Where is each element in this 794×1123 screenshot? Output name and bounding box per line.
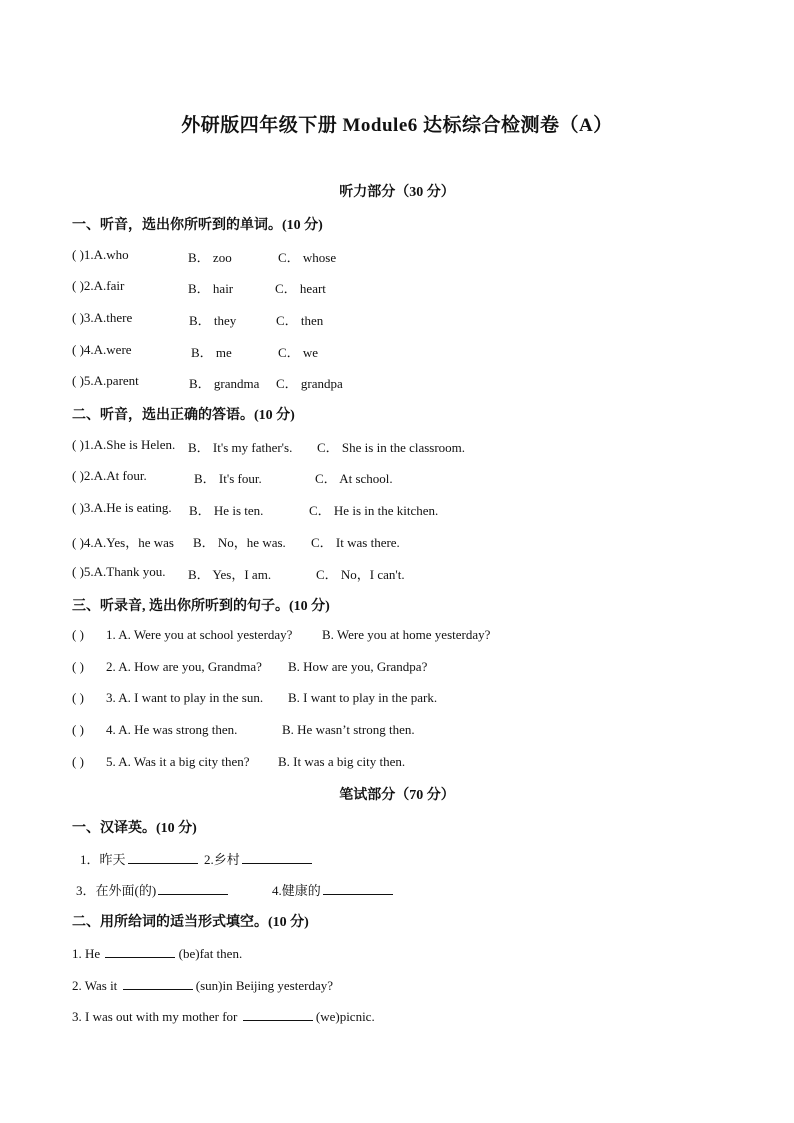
answer-paren: ( ) [72, 659, 84, 674]
option-a: 1. A. Were you at school yesterday? [106, 627, 293, 642]
answer-blank[interactable] [243, 1007, 313, 1021]
translate-prompt: 1．昨天 [80, 852, 126, 867]
option-b: B． Yes，I am. [188, 567, 272, 582]
option-b: B. I want to play in the park. [288, 690, 438, 705]
translate-prompt: 3．在外面(的) [76, 883, 157, 898]
option-b: B． zoo [188, 250, 232, 265]
answer-blank[interactable] [128, 850, 198, 864]
fill-suffix: (sun)in Beijing yesterday? [195, 978, 333, 993]
question-a: ( )1.A.who [72, 247, 129, 262]
listen-section-2-heading: 二、听音，选出正确的答语。(10 分) [72, 408, 295, 423]
option-b: B． me [191, 345, 232, 360]
option-b: B． hair [188, 281, 234, 296]
answer-blank[interactable] [323, 881, 393, 895]
option-b: B. How are you, Grandpa? [288, 659, 428, 674]
fill-prefix: 3. I was out with my mother for [72, 1009, 238, 1024]
option-c: C． He is in the kitchen. [309, 503, 439, 518]
question-a: ( )4.A.were [72, 342, 132, 357]
option-a: 4. A. He was strong then. [106, 722, 238, 737]
option-b: B． No，he was. [193, 535, 286, 550]
writing-part-heading: 笔试部分（70 分） [339, 788, 455, 803]
option-b: B． grandma [189, 376, 260, 391]
question-a: ( )3.A.there [72, 310, 133, 325]
write-section-1-heading: 一、汉译英。(10 分) [72, 821, 197, 836]
list-item [72, 944, 242, 962]
option-b: B. He wasn’t strong then. [282, 722, 415, 737]
question-a: ( )2.A.fair [72, 278, 125, 293]
option-c: C． grandpa [276, 376, 343, 391]
list-item [72, 976, 333, 994]
answer-blank[interactable] [123, 976, 193, 990]
option-c: C． At school. [315, 471, 393, 486]
listen-section-3-heading: 三、听录音, 选出你所听到的句子。(10 分) [72, 599, 330, 614]
listen-section-1-heading: 一、听音，选出你所听到的单词。(10 分) [72, 218, 323, 233]
fill-prefix: 2. Was it [72, 978, 118, 993]
translate-prompt: 2.乡村 [204, 852, 240, 867]
answer-blank[interactable] [158, 881, 228, 895]
option-c: C． whose [278, 250, 337, 265]
option-b: B. Were you at home yesterday? [322, 627, 491, 642]
fill-suffix: (we)picnic. [315, 1009, 375, 1024]
option-b: B． It's four. [194, 471, 262, 486]
option-c: C． we [278, 345, 319, 360]
write-section-2-heading: 二、用所给词的适当形式填空。(10 分) [72, 915, 309, 930]
question-a: ( )2.A.At four. [72, 468, 147, 483]
option-c: C． It was there. [311, 535, 400, 550]
question-a: ( )3.A.He is eating. [72, 500, 172, 515]
question-a: ( )1.A.She is Helen. [72, 437, 176, 452]
translate-item [76, 880, 228, 899]
option-a: 3. A. I want to play in the sun. [106, 690, 264, 705]
option-c: C． She is in the classroom. [317, 440, 466, 455]
question-a: ( )5.A.parent [72, 373, 139, 388]
answer-blank[interactable] [105, 944, 175, 958]
list-item [72, 1007, 375, 1025]
option-b: B． It's my father's. [188, 440, 293, 455]
option-b: B． He is ten. [189, 503, 264, 518]
answer-paren: ( ) [72, 754, 84, 769]
answer-paren: ( ) [72, 722, 84, 737]
answer-paren: ( ) [72, 627, 84, 642]
option-a: 2. A. How are you, Grandma? [106, 659, 262, 674]
translate-prompt: 4.健康的 [272, 883, 321, 898]
option-a: 5. A. Was it a big city then? [106, 754, 250, 769]
translate-item [204, 849, 312, 868]
question-a: ( )5.A.Thank you. [72, 564, 166, 579]
option-b: B． they [189, 313, 237, 328]
fill-prefix: 1. He [72, 946, 101, 961]
question-a: ( )4.A.Yes，he was [72, 535, 174, 550]
fill-suffix: (be)fat then. [178, 946, 243, 961]
answer-blank[interactable] [242, 850, 312, 864]
page-title: 外研版四年级下册 Module6 达标综合检测卷（A） [181, 115, 613, 136]
translate-item [272, 880, 393, 899]
option-c: C． then [276, 313, 324, 328]
answer-paren: ( ) [72, 690, 84, 705]
option-c: C． heart [275, 281, 326, 296]
translate-item [80, 849, 198, 868]
listening-part-heading: 听力部分（30 分） [339, 185, 455, 200]
option-c: C． No，I can't. [316, 567, 405, 582]
option-b: B. It was a big city then. [278, 754, 406, 769]
